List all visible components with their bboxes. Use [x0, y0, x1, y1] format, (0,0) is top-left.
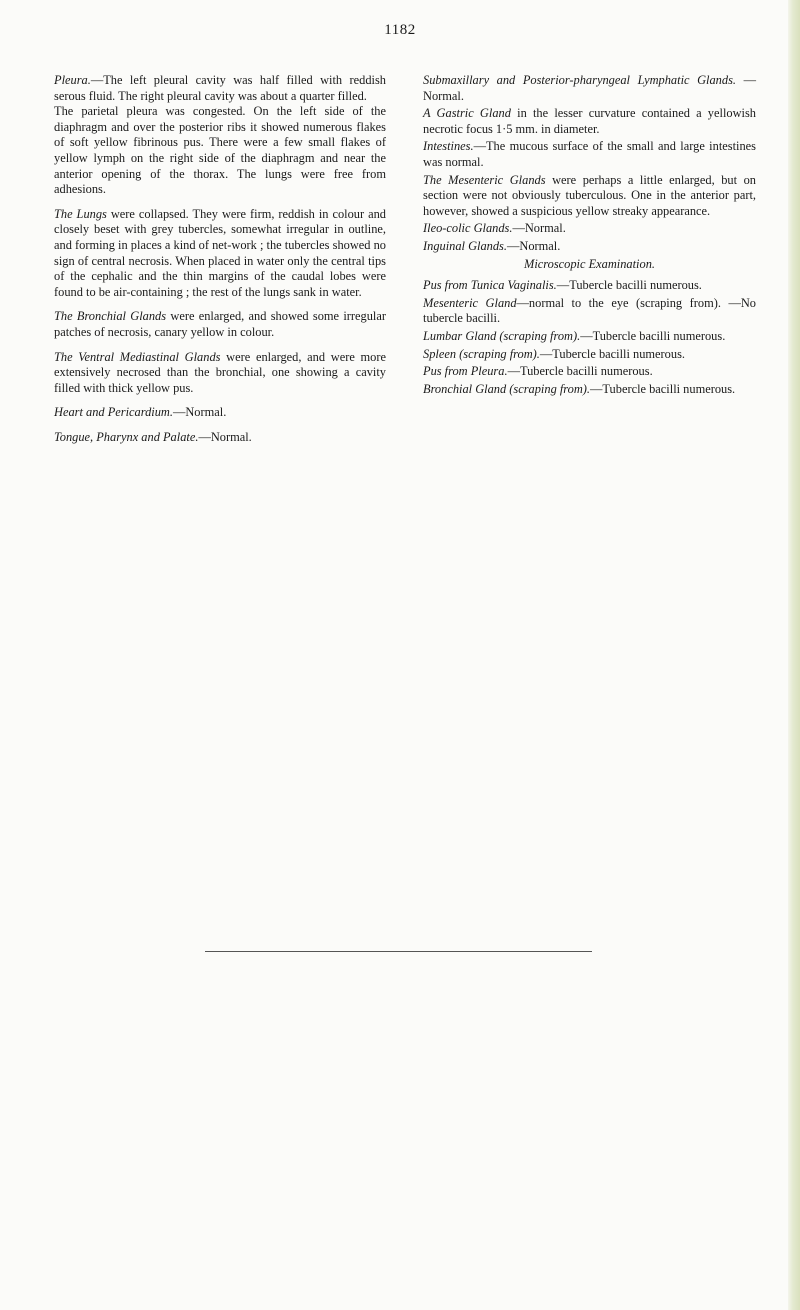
paragraph [423, 239, 756, 255]
footer-rule [205, 951, 592, 952]
paragraph-heading: Intestines. [423, 139, 474, 154]
paragraph-heading: The Mesenteric Glands [423, 172, 546, 187]
section-title: Microscopic Examination. [524, 256, 655, 271]
paragraph-heading: Lumbar Gland (scraping from). [423, 328, 581, 343]
paragraph [423, 221, 756, 237]
paragraph [423, 73, 756, 104]
paragraph-heading: Heart and Pericardium. [54, 405, 173, 420]
paragraph-text: —Tubercle bacilli numerous. [556, 278, 702, 293]
paragraph-heading: Bronchial Gland (scraping from). [423, 381, 591, 396]
paragraph-text: —Normal. [506, 238, 561, 253]
paragraph [423, 347, 756, 363]
paragraph-heading: Spleen (scraping from). [423, 346, 540, 361]
paragraph-heading: Pus from Pleura. [423, 364, 508, 379]
paragraph-text: The parietal pleura was congested. On the left side of the diaphragm and over the posterior ribs it showed numerous flakes of soft yellow fibrinous pus. There were a few small flakes of yellow lymph on the right side of the diaphragm and near the anterior opening of the thorax. The lungs were free from adhesions. [54, 104, 386, 197]
paragraph-text: were perhaps a little enlarged, but on section were not obviously tuberculous. One in the anterior part, however, showed a suspicious yellow streaky appearance. [423, 172, 756, 218]
left-column [54, 73, 386, 454]
paragraph-heading: Pleura. [54, 73, 91, 87]
paragraph-text: —Normal. [423, 73, 756, 103]
paragraph [423, 329, 756, 345]
paragraph [423, 296, 756, 327]
paragraph-heading: The Bronchial Glands [54, 309, 167, 324]
paragraph [423, 106, 756, 137]
paragraph-text: —Normal. [172, 405, 227, 420]
paragraph-heading: Tongue, Pharynx and Palate. [54, 429, 199, 444]
page-number: 1182 [384, 22, 416, 38]
paragraph [423, 382, 756, 398]
paragraph-text: —Tubercle bacilli numerous. [507, 364, 653, 379]
paragraph-text: were collapsed. They were firm, reddish in colour and closely beset with grey tubercles, somewhat irregular in outline, and forming in places a kind of net-work ; the tubercles showed no sign of central necrosis. When placed in water only the central tips of the cephalic and the thin margins of the caudal lobes were found to be air-containing ; the rest of the lungs sank in water. [54, 206, 386, 299]
right-column [423, 73, 756, 399]
paragraph-heading: Ileo-colic Glands. [423, 221, 513, 236]
paragraph [54, 430, 386, 446]
paragraph-heading: The Lungs [54, 206, 107, 221]
paragraph-text: were enlarged, and were more extensively necrosed than the bronchial, one showing a cavity filled with thick yellow pus. [54, 349, 386, 395]
paragraph [423, 364, 756, 380]
paragraph [54, 350, 386, 397]
paragraph-heading: Inguinal Glands. [423, 238, 507, 253]
paragraph [54, 207, 386, 301]
paragraph-text: —Normal. [198, 429, 252, 444]
page-edge [788, 0, 800, 1310]
paragraph-heading: Submaxillary and Posterior-pharyngeal Lymphatic Glands. [423, 73, 736, 87]
paragraph-text: —Normal. [512, 221, 566, 236]
paragraph-text: —The left pleural cavity was half filled with reddish serous fluid. The right pleural cavity was about a quarter filled. [54, 73, 386, 103]
paragraph-heading: The Ventral Mediastinal Glands [54, 349, 221, 364]
paragraph-heading: Pus from Tunica Vaginalis. [423, 278, 557, 293]
paragraph-text: —The mucous surface of the small and large intestines was normal. [423, 139, 756, 169]
paragraph-text: —normal to the eye (scraping from). —No tubercle bacilli. [423, 295, 756, 326]
paragraph-heading: A Gastric Gland [423, 106, 511, 121]
paragraph [423, 139, 756, 170]
paragraph-text: —Tubercle bacilli numerous. [539, 346, 685, 361]
paragraph [54, 73, 386, 104]
paragraph-text: —Tubercle bacilli numerous. [580, 328, 726, 343]
paragraph [423, 278, 756, 294]
paragraph [54, 405, 386, 421]
paragraph [423, 173, 756, 220]
paragraph-heading: Mesenteric Gland [423, 295, 517, 310]
paragraph-text: were enlarged, and showed some irregular patches of necrosis, canary yellow in colour. [54, 309, 386, 339]
paragraph-text: in the lesser curvature contained a yellowish necrotic focus 1·5 mm. in diameter. [423, 106, 756, 136]
paragraph-text: —Tubercle bacilli numerous. [590, 381, 736, 396]
paragraph [54, 104, 386, 198]
paragraph [54, 309, 386, 340]
